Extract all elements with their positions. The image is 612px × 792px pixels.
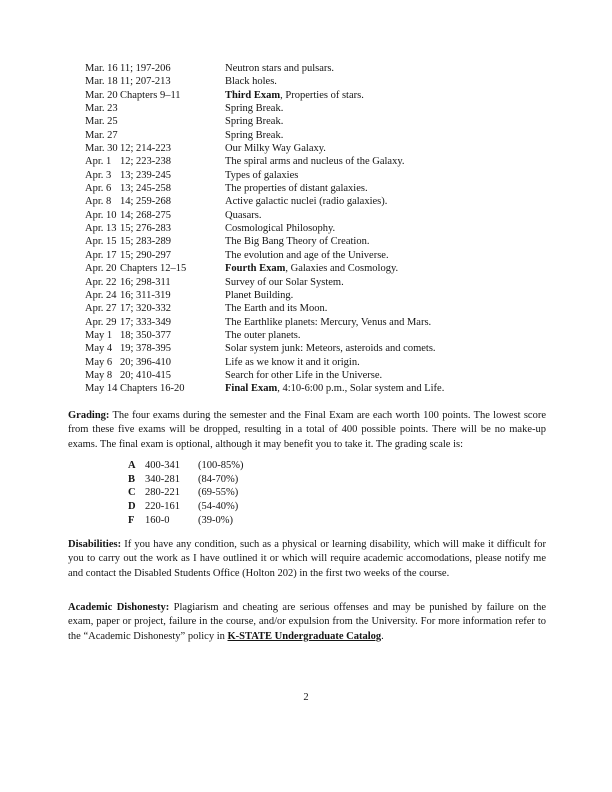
schedule-date-cell: Mar. 23 (85, 103, 118, 115)
schedule-date-cell: Mar. 25 (85, 116, 118, 128)
schedule-date-cell: Apr. 8 (85, 196, 112, 208)
schedule-reading-cell: 14; 259-268 (120, 196, 172, 208)
schedule-topic-cell (225, 262, 398, 275)
topic-text: The evolution and age of the Universe. (225, 249, 389, 261)
schedule-row (85, 235, 444, 248)
schedule-topic-cell (225, 75, 277, 88)
topic-text: The Earthlike planets: Mercury, Venus and Mars. (225, 316, 432, 328)
schedule-date-cell: Mar. 16 (85, 63, 118, 74)
schedule-reading-cell: 17; 320-332 (120, 303, 172, 315)
topic-text: Black holes. (225, 76, 277, 88)
grading-label: Grading: (68, 409, 110, 421)
schedule-topic-cell (225, 129, 283, 142)
schedule-row (85, 115, 444, 128)
disabilities-paragraph (68, 538, 546, 583)
topic-text: The outer planets. (225, 329, 301, 341)
grade-letter: F (128, 514, 135, 526)
schedule-row (85, 329, 444, 342)
schedule-row (85, 316, 444, 329)
grading-body: The four exams during the semester and the Final Exam are each worth 100 points. The lowest score from these five exams will be dropped, resulting in a total of 400 possible points. There will be no make-up exams. The final exam is optional, although it may benefit you to take it. The grading scale is: (68, 409, 546, 451)
schedule-topic-cell (225, 222, 335, 235)
course-schedule-table (85, 62, 444, 396)
topic-text: Active galactic nuclei (radio galaxies). (225, 196, 388, 208)
schedule-topic-cell (225, 89, 364, 102)
schedule-topic-cell (225, 302, 327, 315)
schedule-date-cell: Apr. 15 (85, 236, 117, 248)
grade-point-range: 220-161 (145, 501, 180, 513)
topic-text: Spring Break. (225, 116, 284, 128)
topic-text: , Galaxies and Cosmology. (285, 263, 399, 275)
grade-point-range: 340-281 (145, 473, 180, 485)
topic-text: The spiral arms and nucleus of the Galaxy. (225, 156, 405, 168)
grade-point-range: 280-221 (145, 487, 180, 499)
schedule-reading-cell: 12; 214-223 (120, 143, 172, 155)
schedule-row (85, 169, 444, 182)
schedule-row (85, 155, 444, 168)
grade-letter: B (128, 473, 136, 485)
schedule-date-cell: Apr. 6 (85, 183, 112, 195)
schedule-topic-cell (225, 102, 283, 115)
exam-name-text: Fourth Exam (225, 263, 286, 275)
schedule-row (85, 209, 444, 222)
schedule-topic-cell (225, 195, 387, 208)
schedule-row (85, 342, 444, 355)
schedule-topic-cell (225, 249, 389, 262)
schedule-reading-cell: Chapters 9–11 (120, 89, 181, 101)
topic-text: Planet Building. (225, 289, 294, 301)
grade-point-range: 400-341 (145, 460, 180, 471)
grade-percent-range: (100-85%) (198, 460, 244, 471)
schedule-topic-cell (225, 276, 344, 289)
topic-text: , Properties of stars. (280, 89, 364, 101)
schedule-reading-cell: 19; 378-395 (120, 343, 172, 355)
schedule-row (85, 369, 444, 382)
grade-percent-range: (39-0%) (198, 514, 233, 526)
topic-text: The Big Bang Theory of Creation. (225, 236, 370, 248)
topic-text: Cosmological Philosophy. (225, 223, 336, 235)
schedule-reading-cell: 13; 239-245 (120, 169, 172, 181)
schedule-row (85, 102, 444, 115)
topic-text: Quasars. (225, 209, 262, 221)
dishonesty-paragraph (68, 601, 546, 646)
grade-percent-range: (69-55%) (198, 487, 239, 499)
grade-letter: D (128, 501, 136, 513)
exam-name-text: Third Exam (225, 89, 281, 101)
schedule-row (85, 356, 444, 369)
topic-text: Spring Break. (225, 129, 284, 141)
schedule-reading-cell: Chapters 16-20 (120, 383, 185, 395)
page-number: 2 (303, 692, 309, 703)
schedule-date-cell: Apr. 3 (85, 169, 112, 181)
schedule-reading-cell: 18; 350-377 (120, 329, 172, 341)
schedule-date-cell: Apr. 13 (85, 223, 117, 235)
grade-scale-row (128, 459, 244, 473)
schedule-topic-cell (225, 62, 334, 75)
grade-percent-range: (54-40%) (198, 501, 239, 513)
schedule-reading-cell: 12; 223-238 (120, 156, 172, 168)
schedule-row (85, 382, 444, 395)
schedule-row (85, 289, 444, 302)
grade-scale-table (128, 459, 244, 528)
schedule-date-cell: Apr. 17 (85, 249, 117, 261)
schedule-date-cell: May 1 (85, 329, 113, 341)
topic-text: Survey of our Solar System. (225, 276, 344, 288)
schedule-reading-cell: Chapters 12–15 (120, 263, 187, 275)
topic-text: The properties of distant galaxies. (225, 183, 368, 195)
schedule-reading-cell: 14; 268-275 (120, 209, 172, 221)
schedule-topic-cell (225, 209, 261, 222)
schedule-topic-cell (225, 235, 369, 248)
grade-scale-row (128, 473, 244, 487)
catalog-link[interactable]: K-STATE Undergraduate Catalog (227, 631, 382, 643)
schedule-date-cell: May 6 (85, 356, 113, 368)
schedule-date-cell: Mar. 18 (85, 76, 118, 88)
schedule-topic-cell (225, 115, 283, 128)
schedule-row (85, 75, 444, 88)
grade-scale-row (128, 486, 244, 500)
schedule-topic-cell (225, 182, 368, 195)
schedule-reading-cell: 11; 197-206 (120, 63, 171, 74)
disabilities-body: If you have any condition, such as a physical or learning disability, which will make it difficult for you to carry out the work as I have outlined it or which will require academic accomodations, please notify me and contact the Disabled Students Office (Holton 202) in the first two weeks of the course. (68, 538, 546, 580)
dishonesty-label: Academic Dishonesty: (68, 601, 170, 613)
schedule-reading-cell: 13; 245-258 (120, 183, 172, 195)
grade-scale-row (128, 514, 244, 528)
schedule-topic-cell (225, 329, 301, 342)
schedule-row (85, 182, 444, 195)
topic-text: Search for other Life in the Universe. (225, 369, 383, 381)
grade-letter: C (128, 487, 136, 499)
topic-text: Spring Break. (225, 103, 284, 115)
schedule-reading-cell (120, 129, 225, 142)
schedule-reading-cell: 15; 290-297 (120, 249, 172, 261)
schedule-date-cell: Apr. 22 (85, 276, 117, 288)
schedule-reading-cell: 15; 283-289 (120, 236, 172, 248)
schedule-row (85, 129, 444, 142)
schedule-reading-cell: 16; 298-311 (120, 276, 171, 288)
grade-letter: A (128, 460, 136, 471)
schedule-row (85, 195, 444, 208)
schedule-date-cell: Apr. 20 (85, 263, 117, 275)
grade-point-range: 160-0 (145, 514, 170, 526)
schedule-reading-cell: 11; 207-213 (120, 76, 171, 88)
schedule-date-cell: May 14 (85, 383, 118, 395)
schedule-date-cell: Apr. 27 (85, 303, 117, 315)
schedule-reading-cell (120, 102, 225, 115)
grade-scale-row (128, 500, 244, 514)
schedule-row (85, 222, 444, 235)
schedule-reading-cell: 16; 311-319 (120, 289, 171, 301)
schedule-row (85, 262, 444, 275)
schedule-topic-cell (225, 369, 382, 382)
topic-text: Types of galaxies (225, 169, 299, 181)
schedule-topic-cell (225, 169, 298, 182)
topic-text: Neutron stars and pulsars. (225, 63, 335, 74)
schedule-topic-cell (225, 289, 293, 302)
grade-percent-range: (84-70%) (198, 473, 239, 485)
schedule-topic-cell (225, 316, 431, 329)
schedule-date-cell: Apr. 29 (85, 316, 117, 328)
schedule-date-cell: Mar. 27 (85, 129, 118, 141)
schedule-row (85, 249, 444, 262)
schedule-reading-cell: 20; 396-410 (120, 356, 172, 368)
schedule-topic-cell (225, 342, 436, 355)
topic-text: , 4:10-6:00 p.m., Solar system and Life. (277, 383, 445, 395)
schedule-row (85, 89, 444, 102)
schedule-date-cell: May 4 (85, 343, 113, 355)
schedule-date-cell: Mar. 30 (85, 143, 118, 155)
schedule-topic-cell (225, 155, 405, 168)
schedule-date-cell: May 8 (85, 369, 113, 381)
dishonesty-body: Plagiarism and cheating are serious offenses and may be punished by failure on the exam, paper or project, failure in the course, and/or expulsion from the University. For more information refer to the “Academic Dishonesty” policy in (68, 601, 546, 643)
schedule-row (85, 62, 444, 75)
schedule-row (85, 276, 444, 289)
topic-text: Life as we know it and it origin. (225, 356, 360, 368)
schedule-row (85, 142, 444, 155)
schedule-date-cell: Mar. 20 (85, 89, 118, 101)
dishonesty-body-end: . (381, 631, 384, 643)
schedule-topic-cell (225, 142, 326, 155)
disabilities-label: Disabilities: (68, 538, 122, 550)
schedule-date-cell: Apr. 24 (85, 289, 117, 301)
topic-text: Our Milky Way Galaxy. (225, 143, 326, 155)
schedule-reading-cell: 17; 333-349 (120, 316, 172, 328)
schedule-row (85, 302, 444, 315)
schedule-reading-cell (120, 115, 225, 128)
schedule-reading-cell: 15; 276-283 (120, 223, 172, 235)
schedule-reading-cell: 20; 410-415 (120, 369, 172, 381)
grading-paragraph (68, 409, 546, 454)
exam-name-text: Final Exam (225, 383, 278, 395)
schedule-topic-cell (225, 382, 444, 395)
schedule-date-cell: Apr. 10 (85, 209, 117, 221)
topic-text: The Earth and its Moon. (225, 303, 328, 315)
topic-text: Solar system junk: Meteors, asteroids and comets. (225, 343, 436, 355)
schedule-date-cell: Apr. 1 (85, 156, 112, 168)
schedule-topic-cell (225, 356, 360, 369)
